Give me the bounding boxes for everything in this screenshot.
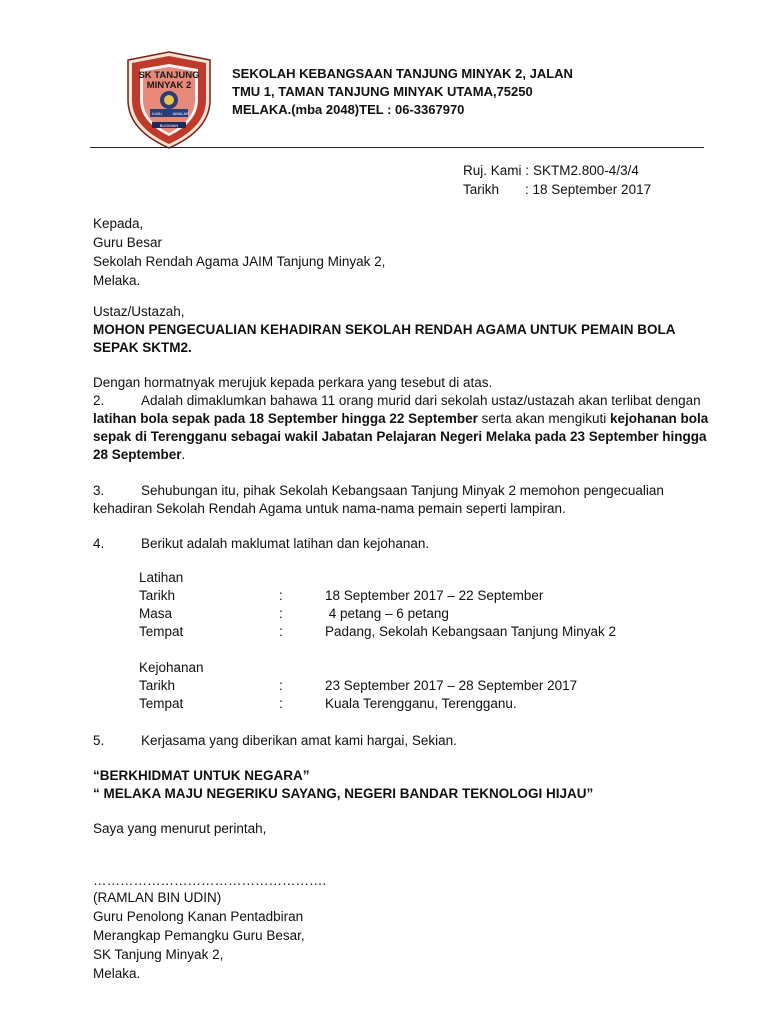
signatory-school: SK Tanjung Minyak 2, (93, 947, 224, 962)
reference-block (463, 161, 651, 199)
paragraph-text: Adalah dimaklumkan bahawa 11 orang murid dari sekolah ustaz/ustazah akan terlibat dengan (141, 393, 701, 408)
row-colon: : (279, 696, 283, 711)
table-row (139, 605, 616, 623)
paragraph-text: Kerjasama yang diberikan amat kami hargai, Sekian. (141, 733, 457, 748)
paragraph-5 (93, 732, 713, 750)
row-key: Tarikh (139, 678, 176, 693)
motto-2: “ MELAKA MAJU NEGERIKU SAYANG, NEGERI BANDAR TEKNOLOGI HIJAU” (93, 786, 594, 801)
header-divider (90, 147, 704, 148)
signatory-title: Guru Penolong Kanan Pentadbiran (93, 909, 304, 924)
kejohanan-table (139, 659, 577, 713)
row-value: 4 petang – 6 petang (325, 606, 449, 621)
kejohanan-heading: Kejohanan (139, 660, 204, 675)
school-line-3: MELAKA.(mba 2048)TEL : 06-3367970 (232, 102, 465, 117)
row-key: Masa (139, 606, 173, 621)
signatory-state: Melaka. (93, 966, 141, 981)
logo-motto-right: AMALAN (172, 111, 190, 116)
tarikh-value: : 18 September 2017 (525, 181, 652, 197)
logo-ribbon: BUDIMAN (159, 123, 179, 128)
tarikh-label: Tarikh (463, 181, 500, 197)
row-key: Tempat (139, 696, 184, 711)
row-colon: : (279, 678, 283, 693)
paragraph-text: serta akan mengikuti (477, 411, 610, 426)
addressee-line: Kepada, (93, 216, 144, 231)
school-line-2: TMU 1, TAMAN TANJUNG MINYAK UTAMA,75250 (232, 84, 533, 99)
logo-motto-left: ILMU (152, 111, 162, 116)
logo-text-bottom: MINYAK 2 (146, 80, 192, 91)
addressee-line: Sekolah Rendah Agama JAIM Tanjung Minyak 2, (93, 254, 386, 269)
letter-subject: MOHON PENGECUALIAN KEHADIRAN SEKOLAH RENDAH AGAMA UNTUK PEMAIN BOLA SEPAK SKTM2. (93, 322, 675, 355)
paragraph-bold-text: kejohanan bola sepak di Terengganu sebagai wakil Jabatan Pelajaran Negeri Melaka pada 23 September hingga 28 September (93, 411, 709, 462)
signature-block (93, 889, 305, 984)
row-value: Kuala Terengganu, Terengganu. (325, 696, 517, 711)
paragraph-text: Berikut adalah maklumat latihan dan kejohanan. (141, 536, 430, 551)
row-value: 23 September 2017 – 28 September 2017 (325, 678, 578, 693)
school-line-1: SEKOLAH KEBANGSAAN TANJUNG MINYAK 2, JALAN (232, 66, 573, 81)
addressee-line: Melaka. (93, 273, 141, 288)
logo-text-top: SK TANJUNG (138, 70, 200, 81)
row-value: 18 September 2017 – 22 September (325, 588, 544, 603)
motto-1: “BERKHIDMAT UNTUK NEGARA” (93, 768, 310, 783)
paragraph-text: . (181, 447, 186, 462)
paragraph-number: 4. (93, 536, 105, 551)
row-key: Tarikh (139, 588, 176, 603)
signatory-name: (RAMLAN BIN UDIN) (93, 890, 222, 905)
closing-line: Saya yang menurut perintah, (93, 821, 267, 836)
addressee-block (93, 215, 385, 291)
school-address (232, 65, 573, 119)
row-colon: : (279, 588, 283, 603)
row-colon: : (279, 606, 283, 621)
opening-line: Dengan hormatnyak merujuk kepada perkara yang tesebut di atas. (93, 375, 493, 390)
row-value: Padang, Sekolah Kebangsaan Tanjung Minyak 2 (325, 624, 616, 639)
paragraph-2 (93, 392, 713, 464)
table-row (139, 587, 616, 605)
greeting: Ustaz/Ustazah, (93, 304, 185, 319)
table-row (139, 623, 616, 641)
paragraph-3 (93, 482, 713, 518)
table-row (139, 677, 577, 695)
school-logo (124, 50, 214, 150)
table-row (139, 695, 577, 713)
paragraph-number: 2. (93, 393, 105, 408)
row-key: Tempat (139, 624, 184, 639)
row-colon: : (279, 624, 283, 639)
paragraph-4 (93, 535, 713, 553)
ruj-label: Ruj. Kami : (463, 162, 530, 178)
addressee-line: Guru Besar (93, 235, 163, 250)
paragraph-text: Sehubungan itu, pihak Sekolah Kebangsaan Tanjung Minyak 2 memohon pengecualian kehadiran Sekolah Rendah Agama untuk nama-nama pemain seperti lampiran. (93, 483, 664, 516)
paragraph-number: 3. (93, 483, 105, 498)
ruj-value: SKTM2.800-4/3/4 (533, 162, 639, 178)
latihan-heading: Latihan (139, 570, 184, 585)
paragraph-bold-text: latihan bola sepak pada 18 September hingga 22 September (93, 411, 478, 426)
signature-dots: ……………………………………………. (93, 873, 327, 888)
signatory-role: Merangkap Pemangku Guru Besar, (93, 928, 305, 943)
latihan-table (139, 569, 616, 641)
paragraph-number: 5. (93, 733, 105, 748)
